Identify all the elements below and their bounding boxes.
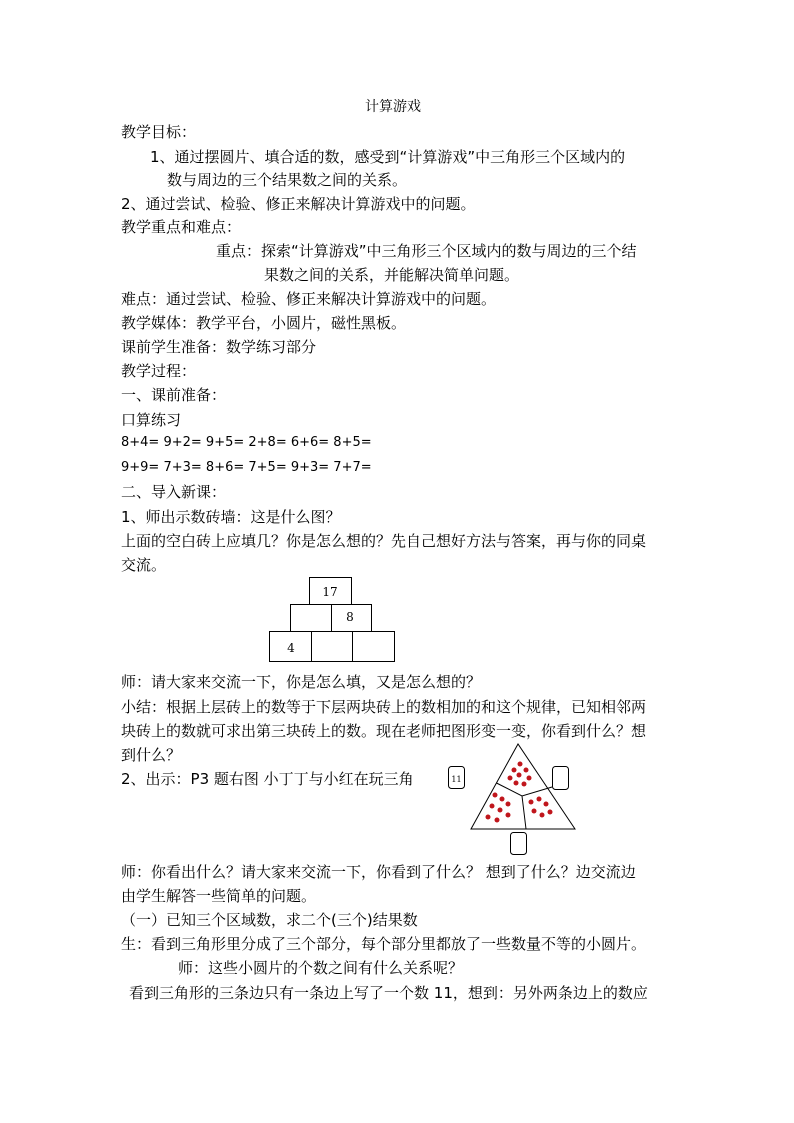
dot (498, 808, 503, 813)
dot (490, 804, 495, 809)
page-title: 计算游戏 (365, 99, 421, 115)
goal-2: 2、通过尝试、检验、修正来解决计算游戏中的问题。 (121, 195, 476, 213)
dot (517, 773, 522, 778)
dot (508, 776, 513, 781)
dot (512, 768, 517, 773)
question-line-1: 上面的空白砖上应填几？你是怎么想的？先自己想好方法与答案，再与你的同桌 (121, 532, 647, 550)
teaching-media: 教学媒体：教学平台，小圆片，磁性黑板。 (121, 314, 407, 332)
teacher-line-2a: 师：你看出什么？请大家来交流一下，你看到了什么？ 想到了什么？边交流边 (121, 863, 636, 881)
dot (540, 813, 545, 818)
brick-bottom-middle (312, 632, 353, 662)
brick-bottom-right (353, 632, 395, 662)
goal-1-line-2: 数与周边的三个结果数之间的关系。 (167, 171, 408, 189)
key-point-line-1: 重点：探索“计算游戏”中三角形三个区域内的数与周边的三个结 (216, 242, 637, 260)
teacher-line-2b: 由学生解答一些简单的问题。 (121, 887, 317, 905)
part-1-heading: （一）已知三个区域数，求二个(三个)结果数 (121, 911, 418, 929)
teacher-line-3: 师：这些小圆片的个数之间有什么关系呢？ (178, 959, 464, 977)
dot (524, 768, 529, 773)
section-2-heading: 二、导入新课： (121, 483, 227, 501)
step-2: 2、出示：P3 题右图 小丁丁与小红在玩三角 (121, 770, 414, 788)
summary-line-3: 到什么？ (121, 746, 182, 764)
goals-heading: 教学目标： (121, 123, 197, 141)
dot (514, 781, 519, 786)
calc-row-2: 9+9= 7+3= 8+6= 7+5= 9+3= 7+7= (121, 460, 372, 475)
right-result-box (553, 767, 569, 790)
dot (537, 797, 542, 802)
dot (522, 782, 527, 787)
dot (548, 810, 553, 815)
goal-1-line-1: 1、通过摆圆片、填合适的数，感受到“计算游戏”中三角形三个区域内的 (150, 148, 626, 166)
dot (495, 818, 500, 823)
dot (493, 793, 498, 798)
dot (500, 797, 505, 802)
triangle-game-diagram (442, 740, 582, 858)
dot (506, 802, 511, 807)
dot (529, 800, 534, 805)
left-result-value: 11 (451, 775, 462, 784)
brick-top-value: 17 (322, 585, 338, 599)
dot (532, 809, 537, 814)
dot (518, 762, 523, 767)
key-point-line-2: 果数之间的关系，并能解决简单问题。 (264, 266, 520, 284)
brick-middle-right-value: 8 (346, 610, 354, 624)
dot (486, 815, 491, 820)
dot (544, 802, 549, 807)
dot (527, 776, 532, 781)
summary-line-2: 块砖上的数就可求出第三块砖上的数。现在老师把图形变一变，你看到什么？想 (121, 722, 647, 740)
teacher-line-1: 师：请大家来交流一下，你是怎么填，又是怎么想的？ (121, 673, 482, 691)
step-1: 1、师出示数砖墙：这是什么图？ (121, 508, 341, 526)
triangle-dividers (497, 783, 553, 829)
student-prep: 课前学生准备：数学练习部分 (121, 338, 317, 356)
bottom-result-box (511, 833, 527, 855)
question-line-2: 交流。 (121, 556, 167, 574)
brick-middle-left (291, 605, 332, 632)
key-heading: 教学重点和难点： (121, 218, 242, 236)
last-line: 看到三角形的三条边只有一条边上写了一个数 11，想到：另外两条边上的数应 (129, 984, 648, 1002)
section-1-heading: 一、课前准备： (121, 386, 227, 404)
brick-bottom-left-value: 4 (287, 641, 295, 655)
counter-dots (486, 762, 553, 823)
process-heading: 教学过程： (121, 362, 197, 380)
difficulty: 难点：通过尝试、检验、修正来解决计算游戏中的问题。 (121, 290, 497, 308)
summary-line-1: 小结：根据上层砖上的数等于下层两块砖上的数相加的和这个规律，已知相邻两 (121, 698, 647, 716)
calc-row-1: 8+4= 9+2= 9+5= 2+8= 6+6= 8+5= (121, 435, 372, 450)
oral-practice-heading: 口算练习 (121, 411, 182, 429)
student-line: 生：看到三角形里分成了三个部分，每个部分里都放了一些数量不等的小圆片。 (121, 935, 647, 953)
brick-wall-diagram (267, 576, 407, 664)
dot (506, 813, 511, 818)
